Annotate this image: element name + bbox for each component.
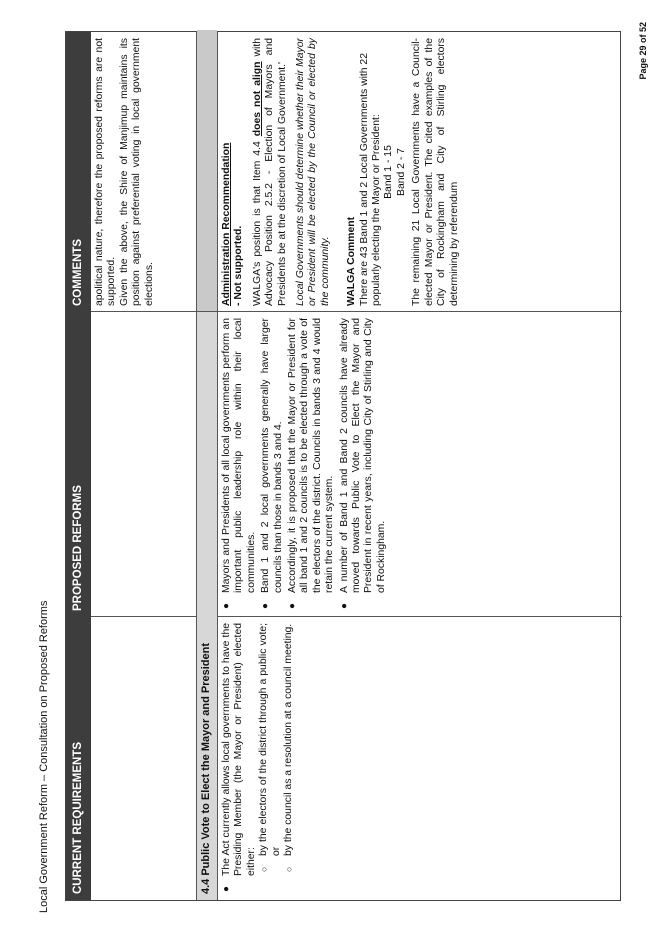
column-divider	[91, 616, 196, 617]
comments-cell	[218, 32, 464, 312]
proposed-cell-empty	[91, 312, 97, 617]
table-row	[91, 32, 196, 900]
circle-bullet-icon: ○	[259, 866, 270, 872]
proposed-reforms-cell	[218, 312, 393, 617]
band-1-count: Band 1 - 15	[383, 145, 395, 199]
column-divider	[91, 311, 196, 312]
table-header-row	[66, 32, 91, 900]
band-2-count: Band 2 - 7	[395, 148, 407, 196]
bullet-icon: ●	[338, 602, 350, 609]
walga-position-text: with Advocacy Position 2.5.2 - Election of Mayors and Presidents be at the discretion of Local Government.'	[251, 38, 288, 306]
proposed-text: A number of Band 1 and Band 2 councils have already moved towards Public Vote to Elect the Mayor and President in recent years, including City of Stirling and City of Rockingham.	[338, 318, 387, 593]
proposed-text: Accordingly, it is proposed that the Mayor or President for all band 1 and 2 councils is to be elected through a vote of the electors of the district. Councils in bands 3 and 4 would retain the current system.	[287, 318, 336, 593]
admin-recommendation	[221, 38, 233, 306]
column-divider	[218, 311, 622, 312]
walga-position-emphasis: does not align	[251, 61, 263, 137]
bullet-icon: ●	[221, 885, 232, 892]
walga-comment-text: There are 43 Band 1 and 2 Local Governments with 22 popularly electing the Mayor or President:	[358, 53, 383, 306]
list-item	[221, 623, 295, 894]
list-item	[339, 318, 389, 611]
option-text: by the council as a resolution at a council meeting.	[283, 623, 295, 856]
current-cell-empty	[91, 617, 97, 900]
admin-status: - Not supported.	[233, 225, 245, 306]
bullet-icon: ●	[260, 602, 272, 609]
list-item	[221, 318, 258, 611]
column-divider	[218, 616, 622, 617]
list-item	[260, 318, 285, 611]
bullet-icon: ●	[287, 602, 299, 609]
section-heading-row	[196, 32, 218, 900]
document-title: Local Government Reform – Consultation on Proposed Reforms	[38, 600, 50, 913]
column-header-comments: COMMENTS	[72, 238, 84, 306]
circle-bullet-icon: ○	[284, 866, 295, 872]
proposed-text: Band 1 and 2 local governments generally have larger councils than those in bands 3 and 4.	[260, 318, 284, 593]
table-row	[218, 32, 622, 900]
remaining-text: The remaining 21 Local Governments have a Council-elected Mayor or President. The cited examples of the City of Rockingham and City of Stirling electors determining by referendum	[411, 38, 460, 306]
current-requirements-cell	[218, 617, 300, 900]
admin-heading: Administration Recommendation	[221, 142, 232, 306]
page-number: Page 29 of 52	[638, 22, 648, 80]
bullet-icon: ●	[221, 602, 232, 609]
list-item	[283, 623, 295, 876]
column-header-proposed: PROPOSED REFORMS	[72, 485, 84, 611]
walga-comment-heading: WALGA Comment	[346, 216, 358, 306]
comment-paragraph: apolitical nature, therefore the proposed reforms are not supported.	[94, 38, 118, 306]
section-shade	[197, 30, 217, 312]
comment-paragraph: Given the above, the Shire of Manjimup maintains its position against preferential voting in local government elections.	[118, 38, 155, 306]
list-item	[258, 623, 283, 876]
section-title: 4.4 Public Vote to Elect the Mayor and President	[200, 642, 212, 894]
column-header-current: CURRENT REQUIREMENTS	[72, 741, 84, 894]
list-item	[287, 318, 337, 611]
option-text: by the electors of the district through a public vote; or	[258, 623, 282, 856]
reform-table	[65, 31, 621, 901]
italic-statement: Local Governments should determine whether their Mayor or President will be elected by the Council or elected by the community.	[295, 38, 331, 306]
proposed-text: Mayors and Presidents of all local governments perform an important public leadership role within their local communities.	[221, 318, 257, 593]
walga-position	[252, 38, 289, 306]
walga-position-text: WALGA's position is that Item 4.4	[251, 141, 263, 306]
comments-cell	[91, 32, 159, 312]
current-intro: The Act currently allows local governments to have the Presiding Member (the Mayor or President) elected either:	[221, 623, 257, 876]
